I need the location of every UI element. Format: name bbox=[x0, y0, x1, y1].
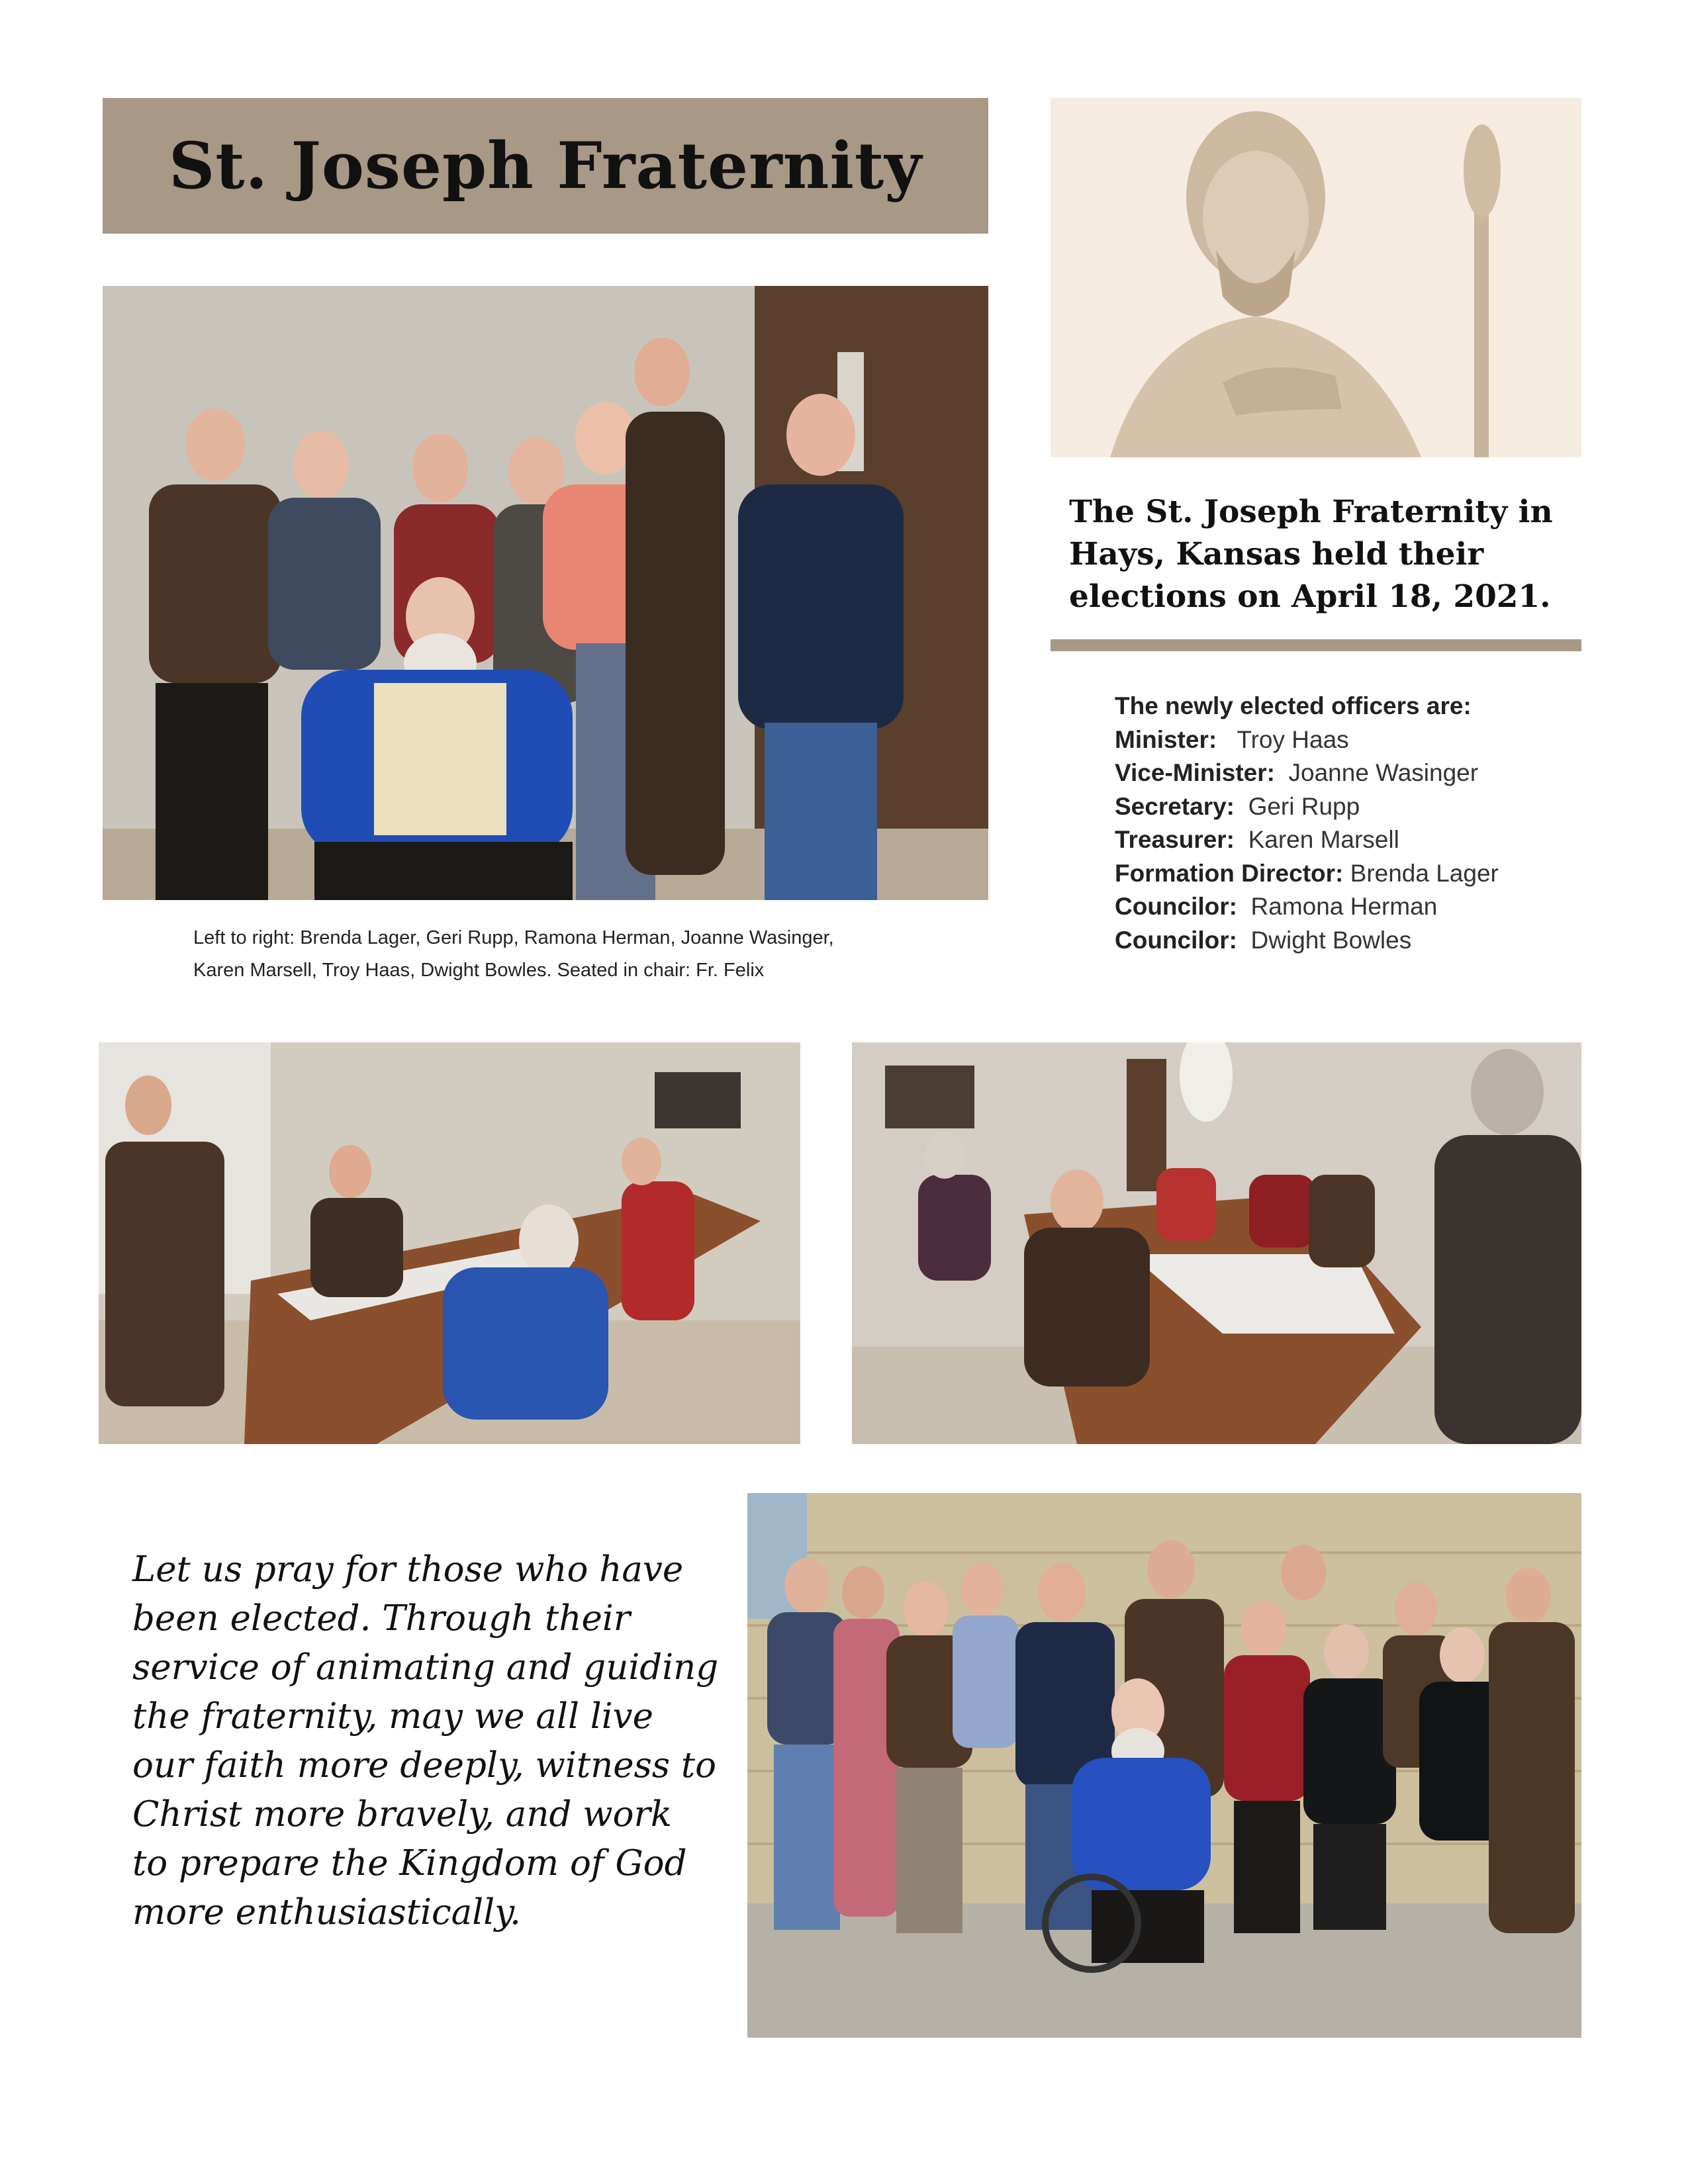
officer-row bbox=[1115, 890, 1581, 924]
officer-name: Joanne Wasinger bbox=[1288, 759, 1479, 786]
officer-role: Formation Director: bbox=[1115, 859, 1344, 887]
officer-row bbox=[1115, 823, 1581, 857]
prayer-line: our faith more deeply, witness to bbox=[132, 1745, 717, 1786]
prayer-line: more enthusiastically. bbox=[132, 1892, 521, 1933]
officer-name: Troy Haas bbox=[1237, 725, 1349, 753]
officer-role: Councilor: bbox=[1115, 926, 1237, 954]
officer-name: Karen Marsell bbox=[1248, 826, 1399, 853]
caption-line: Karen Marsell, Troy Haas, Dwight Bowles. Seated in chair: Fr. Felix bbox=[193, 960, 765, 981]
prayer-line: service of animating and guiding bbox=[132, 1647, 719, 1688]
officer-role: Secretary: bbox=[1115, 792, 1235, 820]
group-photo bbox=[103, 286, 988, 900]
photo-caption bbox=[193, 922, 921, 987]
officer-name: Ramona Herman bbox=[1250, 893, 1438, 920]
officer-row bbox=[1115, 790, 1581, 824]
prayer-text bbox=[132, 1545, 728, 1937]
officer-name: Brenda Lager bbox=[1350, 859, 1499, 887]
page-title: St. Joseph Fraternity bbox=[168, 128, 923, 203]
prayer-line: Let us pray for those who have bbox=[132, 1549, 684, 1590]
divider bbox=[1051, 639, 1581, 651]
officers-list bbox=[1115, 690, 1581, 957]
officer-name: Geri Rupp bbox=[1248, 792, 1360, 820]
officer-name: Dwight Bowles bbox=[1250, 926, 1412, 954]
prayer-line: been elected. Through their bbox=[132, 1598, 631, 1639]
officer-row bbox=[1115, 857, 1581, 891]
statue-photo bbox=[1051, 98, 1581, 457]
prayer-line: the fraternity, may we all live bbox=[132, 1696, 653, 1737]
officer-role: Vice-Minister: bbox=[1115, 759, 1275, 786]
prayer-line: to prepare the Kingdom of God bbox=[132, 1843, 687, 1884]
officers-intro: The newly elected officers are: bbox=[1115, 692, 1472, 719]
caption-line: Left to right: Brenda Lager, Geri Rupp, Ramona Herman, Joanne Wasinger, bbox=[193, 927, 834, 948]
outdoor-group-photo bbox=[747, 1493, 1581, 2038]
meeting-photo-left bbox=[99, 1042, 800, 1444]
meeting-photo-right bbox=[852, 1042, 1581, 1444]
officer-row bbox=[1115, 924, 1581, 958]
officer-role: Councilor: bbox=[1115, 893, 1237, 920]
officer-row bbox=[1115, 756, 1581, 790]
title-banner bbox=[103, 98, 988, 234]
prayer-line: Christ more bravely, and work bbox=[132, 1794, 672, 1835]
officer-role: Minister: bbox=[1115, 725, 1217, 753]
officer-role: Treasurer: bbox=[1115, 826, 1235, 853]
officer-row bbox=[1115, 723, 1581, 757]
headline: The St. Joseph Fraternity in Hays, Kansas held their elections on April 18, 2021. bbox=[1069, 494, 1553, 615]
